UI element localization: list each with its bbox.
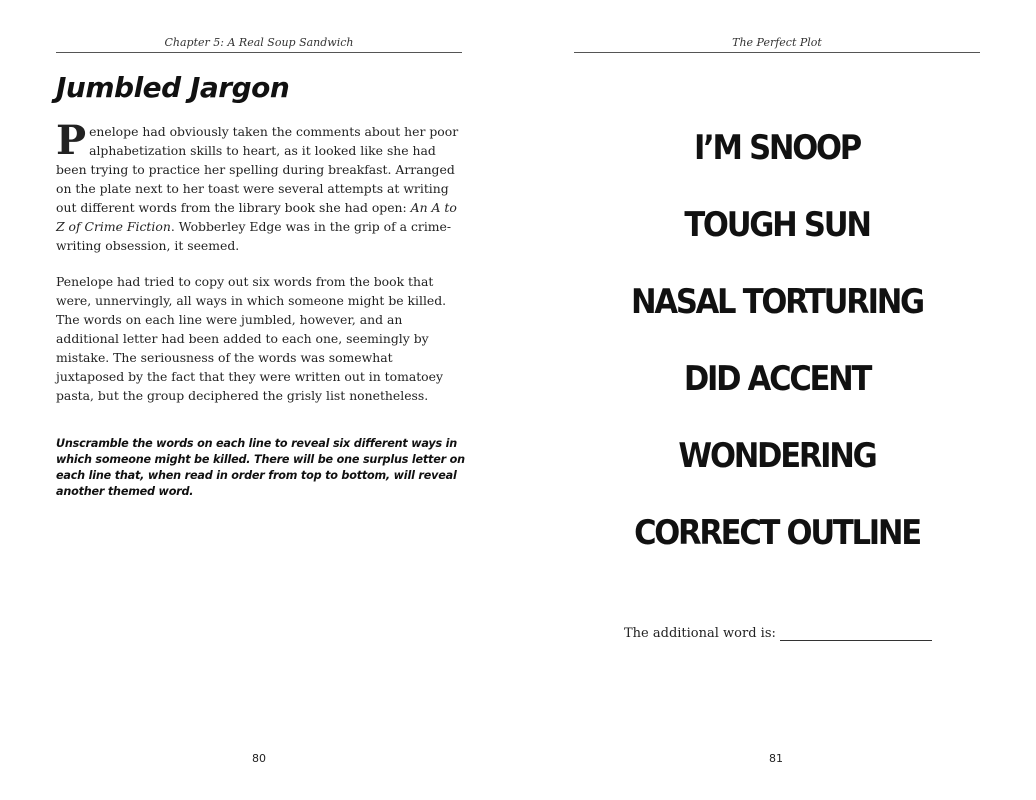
page-number-left: 80	[252, 752, 266, 765]
running-head-right: The Perfect Plot	[574, 36, 980, 53]
jumble-line: I’M SNOOP	[694, 128, 860, 168]
puzzle-instructions: Unscramble the words on each line to reveal six different ways in which someone might be killed. There will be one surplus letter on each line that, when read in order from top to bottom, will reveal another themed word.	[56, 437, 465, 498]
book-title: An A to Z of Crime Fiction	[56, 200, 457, 234]
paragraph-1-text-b: . Wobberley Edge was in the grip of a crime-writing obsession, it seemed.	[56, 219, 452, 253]
jumble-line: CORRECT OUTLINE	[634, 513, 920, 553]
drop-cap: P	[56, 117, 87, 164]
running-head-left: Chapter 5: A Real Soup Sandwich	[56, 36, 462, 53]
page-number-right: 81	[769, 752, 783, 765]
right-page	[518, 0, 1036, 800]
jumble-line: TOUGH SUN	[684, 205, 870, 245]
story-paragraph-2: Penelope had tried to copy out six words from the book that were, unnervingly, all ways in which someone might be killed. The words on each line were jumbled, however, and an additional letter had been added to each one, seemingly by mistake. The seriousness of the words was somewhat juxtaposed by the fact that they were written out in tomatoey pasta, but the group deciphered the grisly list nonetheless.	[56, 274, 447, 403]
jumble-line: DID ACCENT	[683, 359, 871, 399]
paragraph-1-text-a: enelope had obviously taken the comments about her poor alphabetization skills to heart, as it looked like she had been trying to practice her spelling during breakfast. Arranged on the plate next to her toast were several attempts at writing out different words from the library book she had open:	[56, 124, 459, 215]
answer-prompt: The additional word is:	[624, 626, 776, 641]
answer-blank[interactable]	[780, 626, 932, 641]
page-title: Jumbled Jargon	[56, 71, 290, 104]
jumble-line: WONDERING	[678, 436, 876, 476]
answer-line	[624, 626, 932, 641]
story-paragraph-1	[56, 117, 461, 255]
jumble-line: NASAL TORTURING	[631, 282, 923, 322]
